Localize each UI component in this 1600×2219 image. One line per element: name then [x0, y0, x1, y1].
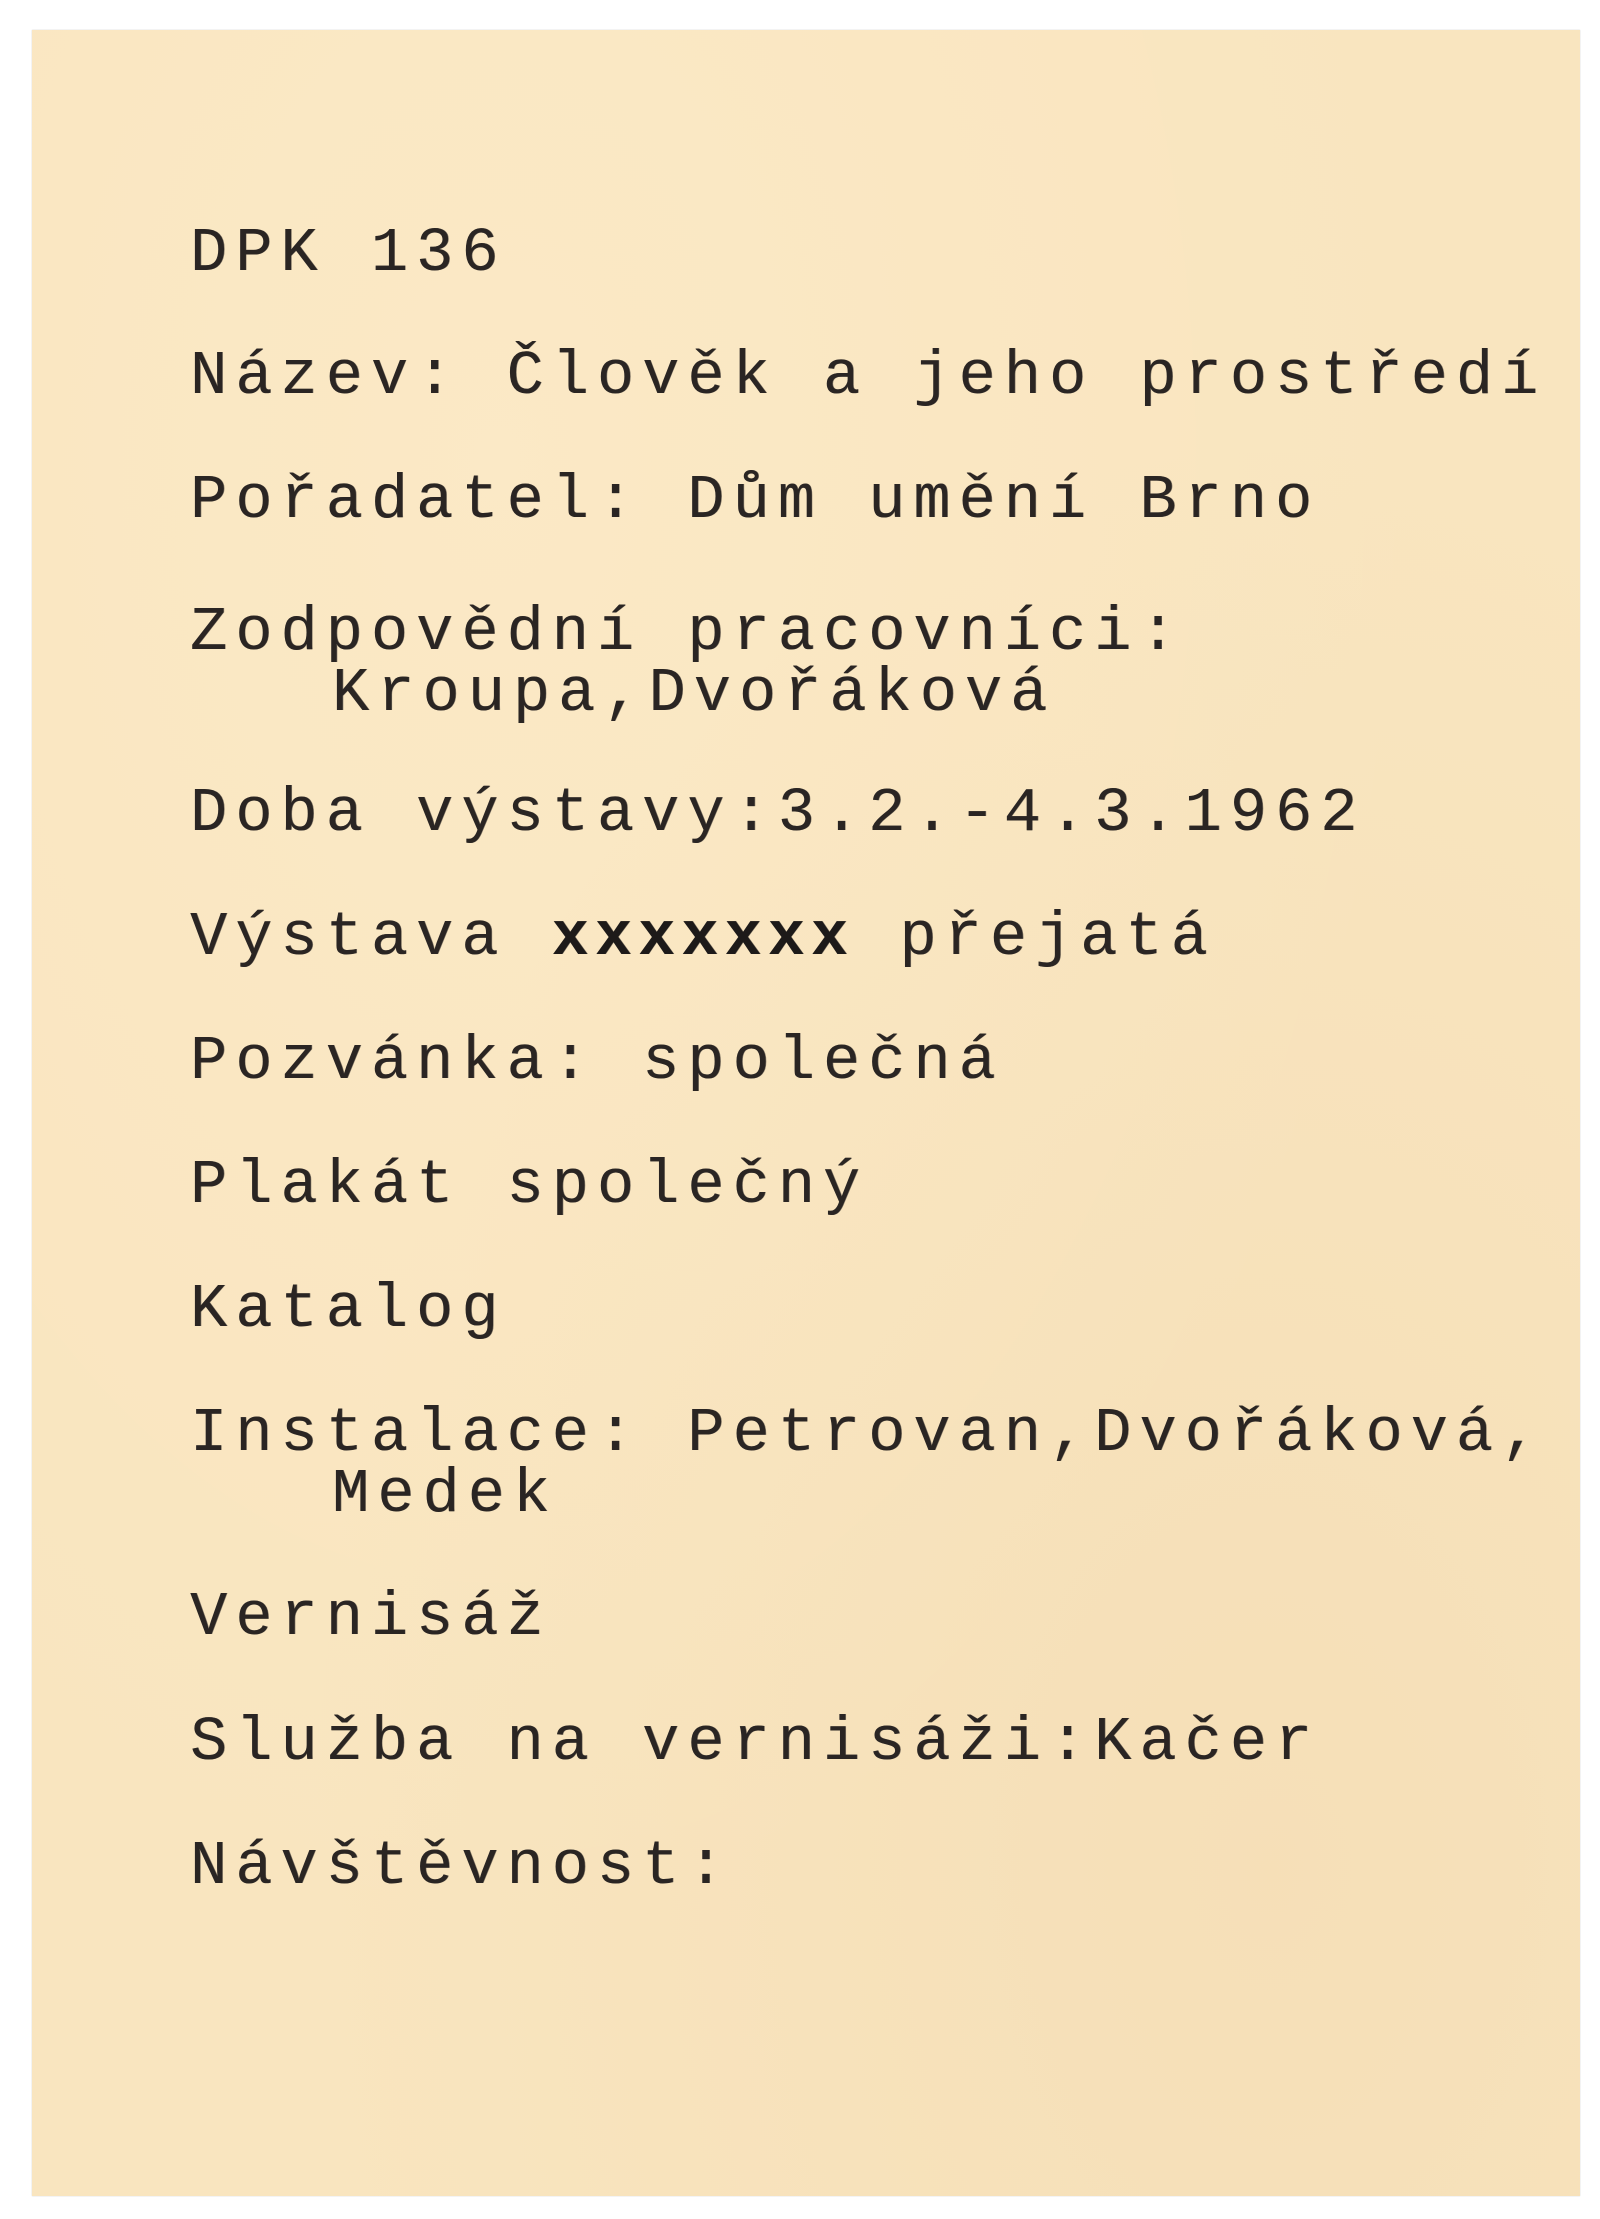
responsible-value: Kroupa,Dvořáková [332, 658, 1056, 729]
catalog-row [190, 1274, 507, 1345]
installation-label: Instalace: [190, 1398, 643, 1469]
poster-row [190, 1150, 869, 1221]
record-id [190, 218, 507, 289]
vernissage-service-label: Služba na vernisáži: [190, 1707, 1095, 1778]
organizer-value: Dům umění Brno [687, 465, 1321, 536]
poster-label: Plakát [190, 1150, 462, 1221]
catalog-label: Katalog [190, 1274, 507, 1345]
vernissage-row [190, 1582, 552, 1653]
exhibition-struck-word: xxxxxxx [551, 902, 855, 973]
attendance-label: Návštěvnost: [190, 1831, 733, 1902]
title-value: Člověk a jeho prostředí [506, 341, 1547, 412]
record-id-text: DPK 136 [190, 218, 507, 289]
title-label: Název: [190, 341, 462, 412]
responsible-value-row [332, 658, 1056, 729]
exhibition-label: Výstava [190, 902, 507, 973]
vernissage-service-value: Kačer [1094, 1707, 1321, 1778]
duration-label: Doba výstavy: [190, 778, 778, 849]
responsible-label: Zodpovědní pracovníci: [190, 597, 1185, 668]
poster-value: společný [506, 1150, 869, 1221]
installation-value2: Medek [332, 1459, 559, 1530]
archive-record-card [32, 30, 1580, 2196]
exhibition-row [190, 902, 1216, 973]
invitation-value: společná [642, 1026, 1004, 1097]
title-row [190, 341, 1547, 412]
vernissage-label: Vernisáž [190, 1582, 552, 1653]
organizer-label: Pořadatel: [190, 465, 643, 536]
installation-row [190, 1398, 1547, 1469]
installation-value: Petrovan,Dvořáková, [687, 1398, 1547, 1469]
responsible-row [190, 597, 1185, 668]
organizer-row [190, 465, 1321, 536]
attendance-row [190, 1831, 733, 1902]
duration-row [190, 778, 1366, 849]
installation-value2-row [332, 1459, 559, 1530]
duration-value: 3.2.-4.3.1962 [777, 778, 1366, 849]
vernissage-service-row [190, 1707, 1321, 1778]
exhibition-value: přejatá [899, 902, 1216, 973]
invitation-label: Pozvánka: [190, 1026, 597, 1097]
invitation-row [190, 1026, 1004, 1097]
